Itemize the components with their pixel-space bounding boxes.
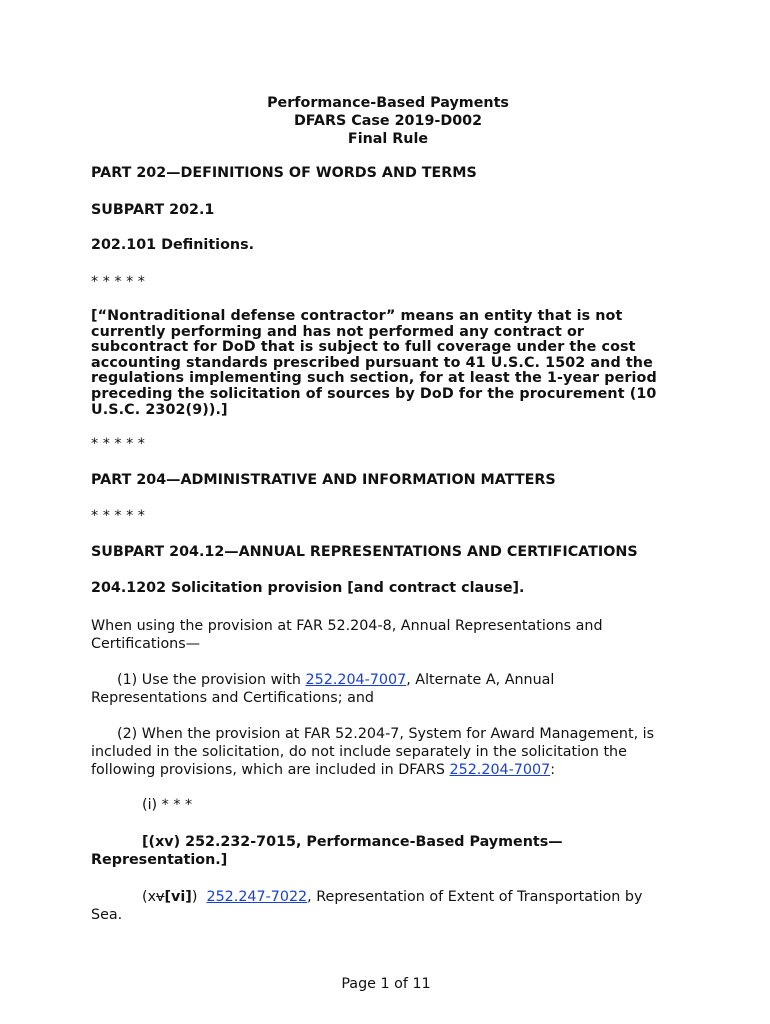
page-number-footer: Page 1 of 11 xyxy=(341,976,431,992)
link-252-247-7022[interactable]: 252.247-7022 xyxy=(206,889,308,905)
item-xvi-close: ) xyxy=(191,889,207,905)
item-2-paragraph xyxy=(91,725,671,779)
item-xvi-struck-text: v xyxy=(156,889,165,905)
section-202-101-heading: 202.101 Definitions. xyxy=(91,237,255,253)
item-i-paragraph: (i) * * * xyxy=(142,797,193,813)
header-case-number: DFARS Case 2019-D002 xyxy=(293,113,483,129)
item-xv-line-2: Representation.] xyxy=(91,852,228,868)
item-2-text-after: : xyxy=(550,762,556,778)
item-xvi-open: (x xyxy=(142,889,157,905)
item-xv-line-1: [(xv) 252.232-7015, Performance-Based Payments— xyxy=(142,834,563,850)
ellipsis-stars-1: * * * * * xyxy=(91,274,145,290)
item-1-paragraph xyxy=(91,671,591,707)
item-xvi-text-after: , Representation of Extent of Transportation by Sea. xyxy=(91,889,643,923)
subpart-204-12-heading: SUBPART 204.12—ANNUAL REPRESENTATIONS AND CERTIFICATIONS xyxy=(91,544,638,560)
subpart-202-1-heading: SUBPART 202.1 xyxy=(91,202,215,218)
item-xv-inserted-paragraph xyxy=(91,833,681,869)
part-204-heading: PART 204—ADMINISTRATIVE AND INFORMATION MATTERS xyxy=(91,472,556,488)
ellipsis-stars-2: * * * * * xyxy=(91,436,145,452)
document-header xyxy=(0,94,770,148)
item-1-text-before: (1) Use the provision with xyxy=(117,672,306,688)
link-252-204-7007-a[interactable]: 252.204-7007 xyxy=(305,672,407,688)
intro-paragraph: When using the provision at FAR 52.204-8, Annual Representations and Certifications— xyxy=(91,618,603,652)
item-xvi-paragraph xyxy=(91,888,661,924)
item-2-text-before: (2) When the provision at FAR 52.204-7, System for Award Management, is included in the solicitation, do not include separately in the solicitation the following provisions, which are included in DFARS xyxy=(91,726,655,778)
ellipsis-stars-3: * * * * * xyxy=(91,508,145,524)
header-rule-type: Final Rule xyxy=(347,131,429,147)
header-title: Performance-Based Payments xyxy=(267,95,509,111)
item-xvi-inserted-text: [vi] xyxy=(164,889,192,905)
part-202-heading: PART 202—DEFINITIONS OF WORDS AND TERMS xyxy=(91,165,477,181)
item-1-text-after: , Alternate A, Annual Representations and Certifications; and xyxy=(91,672,555,706)
link-252-204-7007-b[interactable]: 252.204-7007 xyxy=(449,762,551,778)
section-204-1202-heading: 204.1202 Solicitation provision [and contract clause]. xyxy=(91,580,525,596)
nontraditional-contractor-definition: [“Nontraditional defense contractor” means an entity that is not currently performing and has not performed any contract or subcontract for DoD that is subject to full coverage under the cost accounting standards prescribed pursuant to 41 U.S.C. 1502 and the regulations implementing such section, for at least the 1-year period preceding the solicitation of sources by DoD for the procurement (10 U.S.C. 2302(9)).] xyxy=(91,308,657,418)
